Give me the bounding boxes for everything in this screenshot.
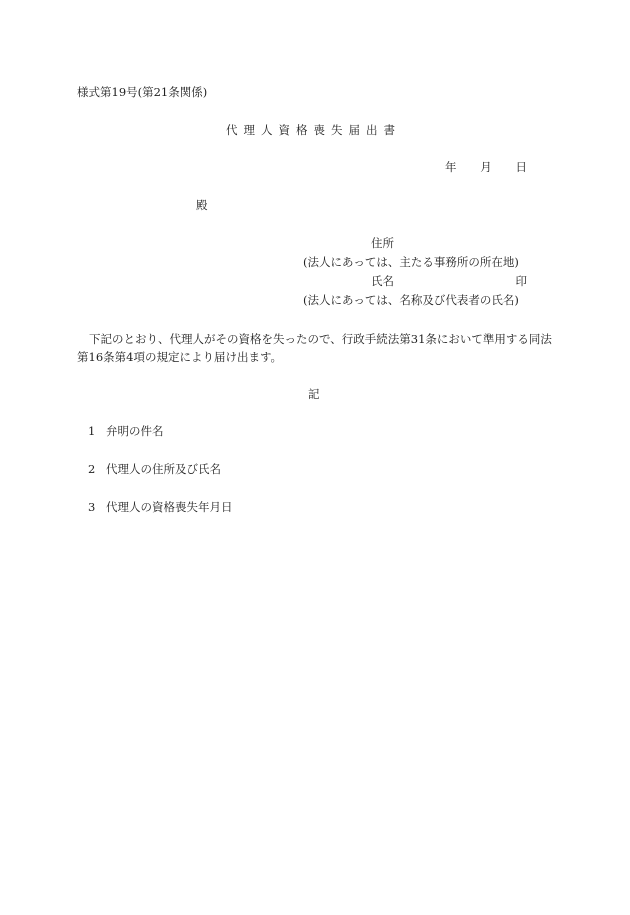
name-note: (法人にあっては、名称及び代表者の氏名) xyxy=(303,293,519,307)
list-item xyxy=(88,462,221,476)
item-number: 3 xyxy=(88,500,96,514)
address-label: 住所 xyxy=(371,236,394,250)
item-number: 2 xyxy=(88,462,96,476)
list-item xyxy=(88,424,164,438)
document-title: 代理人資格喪失届出書 xyxy=(226,123,401,137)
addressee-honorific: 殿 xyxy=(196,198,208,212)
name-label: 氏名 xyxy=(371,274,394,288)
notes-heading: 記 xyxy=(308,387,320,401)
item-label: 代理人の住所及び氏名 xyxy=(106,462,221,476)
form-number: 様式第19号(第21条関係) xyxy=(77,85,208,99)
name-row xyxy=(371,274,527,288)
item-label: 代理人の資格喪失年月日 xyxy=(106,500,233,514)
date-month-label: 月 xyxy=(480,160,492,174)
address-note: (法人にあっては、主たる事務所の所在地) xyxy=(303,255,519,269)
item-label: 弁明の件名 xyxy=(106,424,164,438)
date-day-label: 日 xyxy=(515,160,527,174)
body-paragraph: 下記のとおり、代理人がその資格を失ったので、行政手続法第31条において準用する同法第16条第4項の規定により届け出ます。 xyxy=(77,332,552,364)
date-row xyxy=(445,160,527,174)
item-number: 1 xyxy=(88,424,96,438)
date-year-label: 年 xyxy=(445,160,457,174)
seal-mark: 印 xyxy=(515,274,527,288)
list-item xyxy=(88,500,233,514)
